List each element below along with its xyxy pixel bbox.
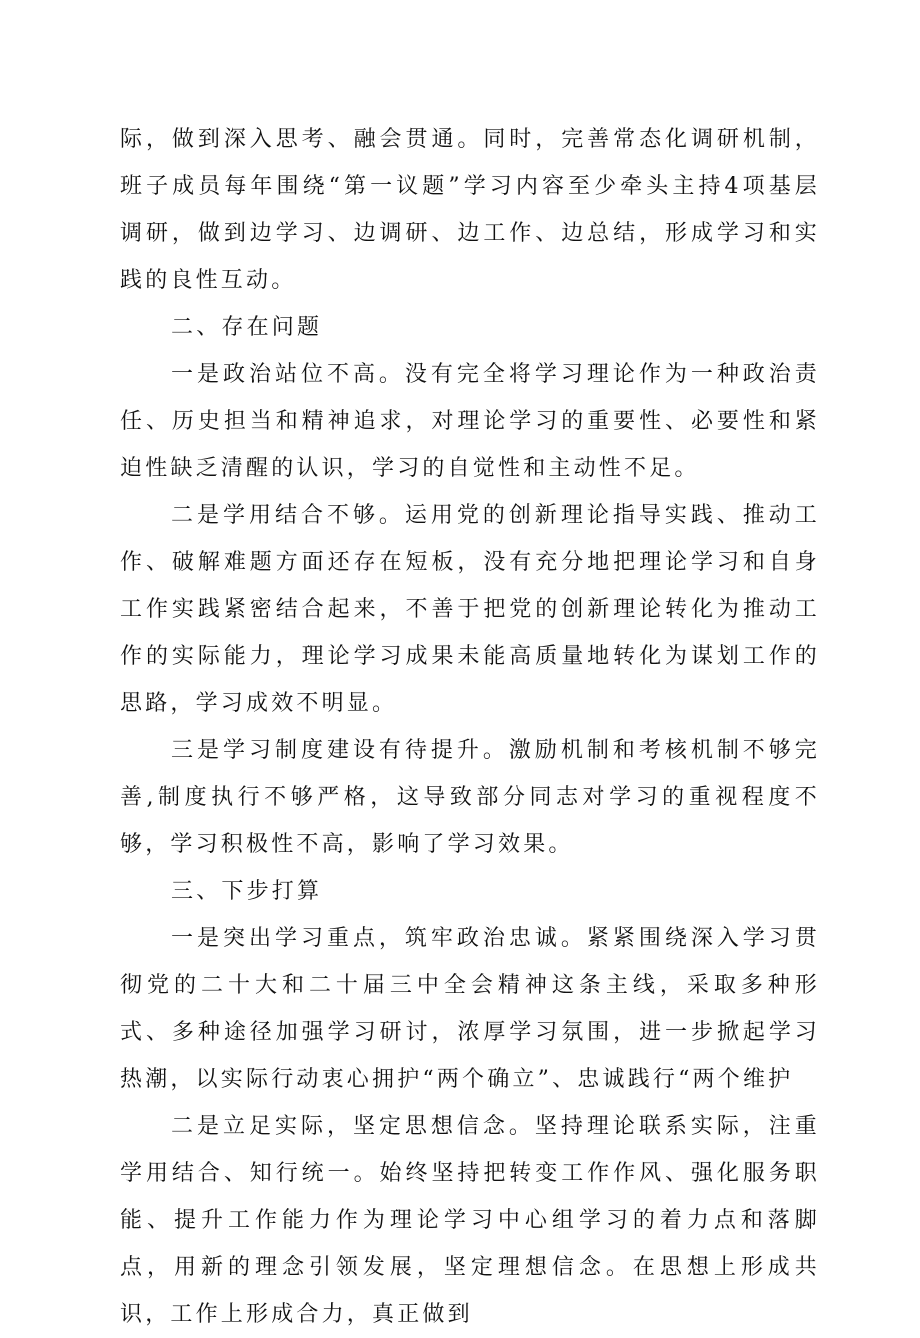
paragraph-continuation: 际，做到深入思考、融会贯通。同时，完善常态化调研机制，班子成员每年围绕“第一议题”学习内容至少牵头主持4项基层调研，做到边学习、边调研、边工作、边总结，形成学习和实践的良性互动。 [120, 127, 820, 293]
document-body [120, 116, 820, 1338]
paragraph-political-stance: 一是政治站位不高。没有完全将学习理论作为一种政治责任、历史担当和精神追求，对理论学习的重要性、必要性和紧迫性缺乏清醒的认识，学习的自觉性和主动性不足。 [120, 362, 820, 481]
paragraph-study-system: 三是学习制度建设有待提升。激励机制和考核机制不够完善,制度执行不够严格，这导致部分同志对学习的重视程度不够，学习积极性不高，影响了学习效果。 [120, 738, 820, 857]
paragraph-theory-practice: 二是学用结合不够。运用党的创新理论指导实践、推动工作、破解难题方面还存在短板，没有充分地把理论学习和自身工作实践紧密结合起来，不善于把党的创新理论转化为推动工作的实际能力，理论学习成果未能高质量地转化为谋划工作的思路，学习成效不明显。 [120, 503, 820, 716]
section-heading-problems: 二、存在问题 [171, 315, 323, 340]
paragraph-ideals-beliefs: 二是立足实际，坚定思想信念。坚持理论联系实际，注重学用结合、知行统一。始终坚持把转变工作作风、强化服务职能、提升工作能力作为理论学习中心组学习的着力点和落脚点，用新的理念引领发展，坚定理想信念。在思想上形成共识，工作上形成合力，真正做到 [120, 1114, 820, 1327]
paragraph-study-focus: 一是突出学习重点，筑牢政治忠诚。紧紧围绕深入学习贯彻党的二十大和二十届三中全会精神这条主线，采取多种形式、多种途径加强学习研讨，浓厚学习氛围，进一步掀起学习热潮，以实际行动衷心拥护“两个确立”、忠诚践行“两个维护 [120, 926, 820, 1092]
section-heading-next-steps: 三、下步打算 [171, 879, 323, 904]
